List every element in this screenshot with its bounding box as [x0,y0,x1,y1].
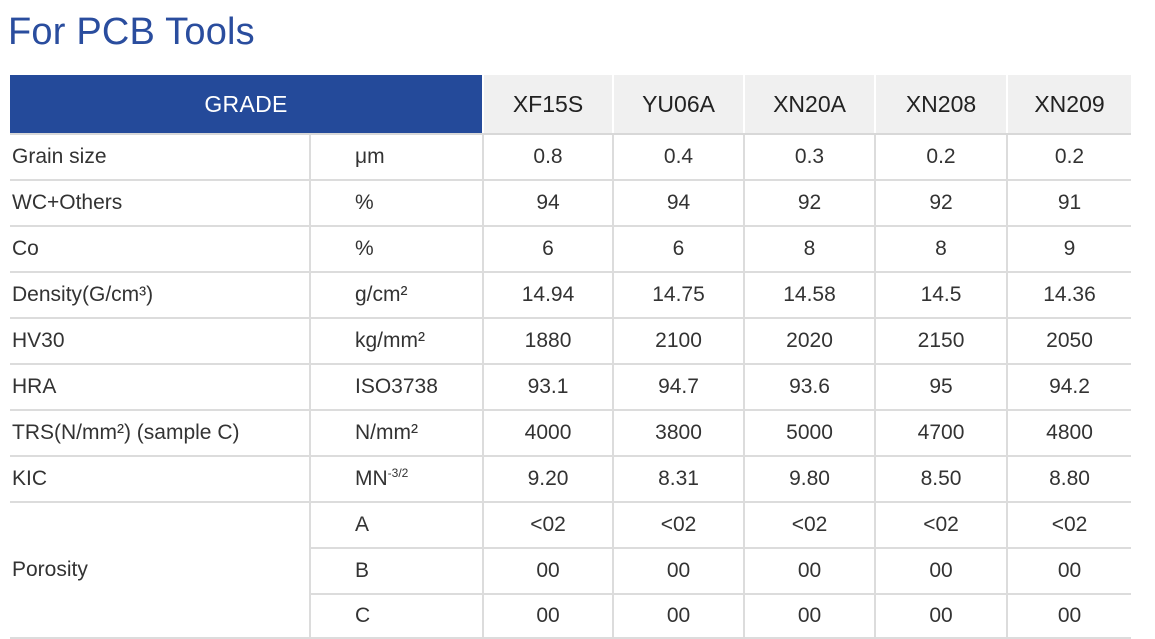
property-label: WC+Others [10,180,310,226]
value-cell: 14.75 [613,272,744,318]
table-row [10,502,1131,548]
value-cell: 8.50 [875,456,1007,502]
table-header-row [10,75,1131,134]
table-row [10,180,1131,226]
value-cell: 91 [1007,180,1131,226]
value-cell: 0.3 [744,134,875,180]
unit-base: MN [355,467,388,490]
value-cell: 00 [1007,548,1131,594]
value-cell: 93.1 [483,364,613,410]
value-cell: 9.20 [483,456,613,502]
value-cell: 2050 [1007,318,1131,364]
page-title: For PCB Tools [8,11,255,53]
property-label: Porosity [10,502,310,638]
value-cell: 6 [613,226,744,272]
unit-cell: g/cm² [310,272,483,318]
value-cell: 00 [483,594,613,638]
value-cell: 00 [1007,594,1131,638]
value-cell: 14.5 [875,272,1007,318]
grade-column-header: XF15S [483,75,613,134]
value-cell: <02 [483,502,613,548]
value-cell: 00 [875,548,1007,594]
table-row [10,134,1131,180]
value-cell: 2150 [875,318,1007,364]
value-cell: 00 [613,548,744,594]
value-cell: 4800 [1007,410,1131,456]
value-cell: 2020 [744,318,875,364]
value-cell: 8.80 [1007,456,1131,502]
value-cell: 3800 [613,410,744,456]
grade-column-header: XN20A [744,75,875,134]
value-cell: 92 [744,180,875,226]
value-cell: 00 [744,594,875,638]
unit-cell: C [310,594,483,638]
unit-cell: % [310,226,483,272]
unit-cell: ISO3738 [310,364,483,410]
table-row [10,318,1131,364]
property-label: Co [10,226,310,272]
value-cell: 5000 [744,410,875,456]
value-cell: 2100 [613,318,744,364]
value-cell: 00 [744,548,875,594]
value-cell: 0.2 [1007,134,1131,180]
value-cell: <02 [613,502,744,548]
grade-header: GRADE [10,75,483,134]
table-row [10,456,1131,502]
grade-column-header: YU06A [613,75,744,134]
value-cell: 92 [875,180,1007,226]
unit-cell: B [310,548,483,594]
table-row [10,364,1131,410]
property-label: HV30 [10,318,310,364]
value-cell: 0.2 [875,134,1007,180]
value-cell: 6 [483,226,613,272]
table-row [10,226,1131,272]
property-label: Grain size [10,134,310,180]
unit-cell: % [310,180,483,226]
value-cell: 8.31 [613,456,744,502]
value-cell: 0.4 [613,134,744,180]
unit-exponent: -3/2 [387,466,409,480]
value-cell: 00 [613,594,744,638]
property-label: HRA [10,364,310,410]
property-label: TRS(N/mm²) (sample C) [10,410,310,456]
value-cell: 14.94 [483,272,613,318]
value-cell: 00 [875,594,1007,638]
value-cell: 4000 [483,410,613,456]
value-cell: 14.58 [744,272,875,318]
value-cell: 94.7 [613,364,744,410]
unit-cell: kg/mm² [310,318,483,364]
value-cell: 1880 [483,318,613,364]
value-cell: 8 [744,226,875,272]
value-cell: <02 [1007,502,1131,548]
unit-cell [310,456,483,502]
value-cell: 95 [875,364,1007,410]
value-cell: <02 [744,502,875,548]
value-cell: <02 [875,502,1007,548]
unit-cell: μm [310,134,483,180]
value-cell: 9 [1007,226,1131,272]
value-cell: 94.2 [1007,364,1131,410]
table-row [10,410,1131,456]
value-cell: 9.80 [744,456,875,502]
value-cell: 4700 [875,410,1007,456]
table-row [10,272,1131,318]
value-cell: 93.6 [744,364,875,410]
value-cell: 94 [483,180,613,226]
value-cell: 8 [875,226,1007,272]
property-label: Density(G/cm³) [10,272,310,318]
unit-cell: A [310,502,483,548]
value-cell: 0.8 [483,134,613,180]
grade-column-header: XN209 [1007,75,1131,134]
grade-spec-table [10,75,1131,639]
property-label: KIC [10,456,310,502]
grade-column-header: XN208 [875,75,1007,134]
value-cell: 00 [483,548,613,594]
unit-cell: N/mm² [310,410,483,456]
value-cell: 14.36 [1007,272,1131,318]
value-cell: 94 [613,180,744,226]
